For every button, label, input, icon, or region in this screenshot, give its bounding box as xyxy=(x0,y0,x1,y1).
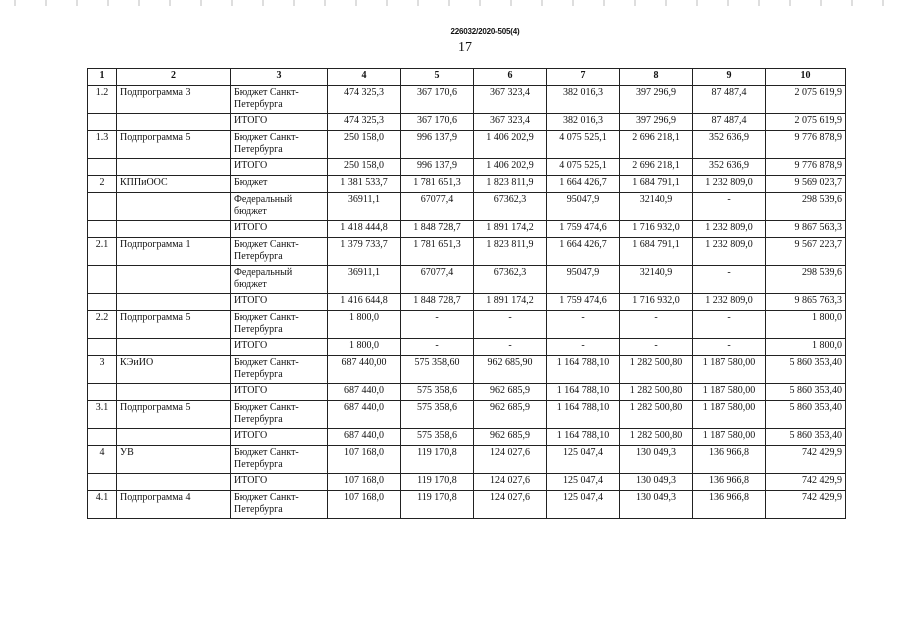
table-row xyxy=(88,446,846,474)
value-cell: 5 860 353,40 xyxy=(766,356,846,384)
value-cell: 575 358,6 xyxy=(401,401,474,429)
value-cell: 36911,1 xyxy=(328,193,401,221)
funding-source-cell: Бюджет Санкт-Петербурга xyxy=(231,401,328,429)
value-cell: 687 440,0 xyxy=(328,384,401,401)
value-cell: 1 684 791,1 xyxy=(620,238,693,266)
value-cell: 2 696 218,1 xyxy=(620,159,693,176)
funding-source-cell: Федеральный бюджет xyxy=(231,266,328,294)
table-row xyxy=(88,131,846,159)
value-cell: 124 027,6 xyxy=(474,474,547,491)
value-cell: 1 823 811,9 xyxy=(474,176,547,193)
value-cell: 1 684 791,1 xyxy=(620,176,693,193)
program-name-cell xyxy=(117,339,231,356)
program-name-cell xyxy=(117,221,231,238)
value-cell: 1 800,0 xyxy=(766,339,846,356)
value-cell: 1 781 651,3 xyxy=(401,238,474,266)
value-cell: 119 170,8 xyxy=(401,474,474,491)
value-cell: 1 232 809,0 xyxy=(693,221,766,238)
row-number-cell xyxy=(88,114,117,131)
row-number-cell xyxy=(88,221,117,238)
value-cell: - xyxy=(547,339,620,356)
value-cell: 367 170,6 xyxy=(401,114,474,131)
value-cell: 124 027,6 xyxy=(474,446,547,474)
scan-artifact-marks xyxy=(0,0,905,6)
row-number-cell xyxy=(88,193,117,221)
value-cell: - xyxy=(693,311,766,339)
row-number-cell: 1.2 xyxy=(88,86,117,114)
funding-source-cell: Бюджет xyxy=(231,176,328,193)
program-name-cell: УВ xyxy=(117,446,231,474)
value-cell: 1 232 809,0 xyxy=(693,176,766,193)
row-number-cell: 4 xyxy=(88,446,117,474)
value-cell: 1 848 728,7 xyxy=(401,221,474,238)
program-name-cell xyxy=(117,159,231,176)
value-cell: 382 016,3 xyxy=(547,86,620,114)
value-cell: 962 685,90 xyxy=(474,356,547,384)
program-name-cell: Подпрограмма 3 xyxy=(117,86,231,114)
value-cell: 1 282 500,80 xyxy=(620,429,693,446)
funding-source-cell: ИТОГО xyxy=(231,221,328,238)
value-cell: 397 296,9 xyxy=(620,86,693,114)
table-row xyxy=(88,266,846,294)
value-cell: 367 170,6 xyxy=(401,86,474,114)
value-cell: 130 049,3 xyxy=(620,446,693,474)
value-cell: 9 867 563,3 xyxy=(766,221,846,238)
value-cell: 1 406 202,9 xyxy=(474,159,547,176)
value-cell: 67362,3 xyxy=(474,266,547,294)
table-row xyxy=(88,114,846,131)
value-cell: 687 440,0 xyxy=(328,401,401,429)
row-number-cell: 3 xyxy=(88,356,117,384)
table-row xyxy=(88,159,846,176)
value-cell: 687 440,0 xyxy=(328,429,401,446)
value-cell: 36911,1 xyxy=(328,266,401,294)
table-header-row xyxy=(88,69,846,86)
funding-source-cell: ИТОГО xyxy=(231,114,328,131)
value-cell: 575 358,60 xyxy=(401,356,474,384)
value-cell: 1 664 426,7 xyxy=(547,176,620,193)
value-cell: 1 891 174,2 xyxy=(474,294,547,311)
program-name-cell: Подпрограмма 5 xyxy=(117,311,231,339)
value-cell: 352 636,9 xyxy=(693,131,766,159)
value-cell: 67077,4 xyxy=(401,266,474,294)
value-cell: 1 282 500,80 xyxy=(620,356,693,384)
value-cell: - xyxy=(474,311,547,339)
value-cell: 124 027,6 xyxy=(474,491,547,519)
value-cell: 107 168,0 xyxy=(328,491,401,519)
value-cell: 250 158,0 xyxy=(328,131,401,159)
funding-source-cell: ИТОГО xyxy=(231,294,328,311)
value-cell: 298 539,6 xyxy=(766,266,846,294)
program-name-cell xyxy=(117,474,231,491)
value-cell: 9 776 878,9 xyxy=(766,131,846,159)
program-name-cell: Подпрограмма 5 xyxy=(117,401,231,429)
value-cell: 136 966,8 xyxy=(693,446,766,474)
value-cell: 125 047,4 xyxy=(547,491,620,519)
value-cell: 996 137,9 xyxy=(401,159,474,176)
table-row xyxy=(88,294,846,311)
funding-source-cell: ИТОГО xyxy=(231,429,328,446)
value-cell: 1 800,0 xyxy=(328,311,401,339)
program-name-cell: Подпрограмма 5 xyxy=(117,131,231,159)
value-cell: 87 487,4 xyxy=(693,86,766,114)
value-cell: - xyxy=(693,193,766,221)
value-cell: - xyxy=(474,339,547,356)
value-cell: 5 860 353,40 xyxy=(766,401,846,429)
row-number-cell xyxy=(88,266,117,294)
value-cell: 962 685,9 xyxy=(474,401,547,429)
value-cell: 474 325,3 xyxy=(328,114,401,131)
value-cell: 95047,9 xyxy=(547,193,620,221)
value-cell: 382 016,3 xyxy=(547,114,620,131)
funding-source-cell: Бюджет Санкт-Петербурга xyxy=(231,311,328,339)
value-cell: 1 823 811,9 xyxy=(474,238,547,266)
table-row xyxy=(88,339,846,356)
value-cell: 136 966,8 xyxy=(693,491,766,519)
value-cell: 250 158,0 xyxy=(328,159,401,176)
table-row xyxy=(88,356,846,384)
funding-source-cell: ИТОГО xyxy=(231,339,328,356)
column-header: 7 xyxy=(547,69,620,86)
value-cell: 1 282 500,80 xyxy=(620,401,693,429)
column-header: 2 xyxy=(117,69,231,86)
column-header: 9 xyxy=(693,69,766,86)
row-number-cell xyxy=(88,339,117,356)
funding-source-cell: Бюджет Санкт-Петербурга xyxy=(231,131,328,159)
program-name-cell xyxy=(117,193,231,221)
value-cell: 107 168,0 xyxy=(328,474,401,491)
value-cell: 742 429,9 xyxy=(766,446,846,474)
value-cell: - xyxy=(693,339,766,356)
value-cell: - xyxy=(620,339,693,356)
value-cell: - xyxy=(693,266,766,294)
value-cell: 1 187 580,00 xyxy=(693,356,766,384)
table-row xyxy=(88,384,846,401)
column-header: 4 xyxy=(328,69,401,86)
table-row xyxy=(88,193,846,221)
row-number-cell: 2 xyxy=(88,176,117,193)
row-number-cell xyxy=(88,429,117,446)
program-name-cell xyxy=(117,266,231,294)
funding-source-cell: ИТОГО xyxy=(231,474,328,491)
column-header: 10 xyxy=(766,69,846,86)
value-cell: 1 164 788,10 xyxy=(547,401,620,429)
table-row xyxy=(88,311,846,339)
program-name-cell xyxy=(117,384,231,401)
value-cell: 1 759 474,6 xyxy=(547,294,620,311)
value-cell: 1 164 788,10 xyxy=(547,429,620,446)
value-cell: 1 406 202,9 xyxy=(474,131,547,159)
value-cell: 367 323,4 xyxy=(474,86,547,114)
funding-source-cell: ИТОГО xyxy=(231,159,328,176)
value-cell: 1 187 580,00 xyxy=(693,384,766,401)
funding-source-cell: ИТОГО xyxy=(231,384,328,401)
value-cell: 1 187 580,00 xyxy=(693,401,766,429)
value-cell: 397 296,9 xyxy=(620,114,693,131)
value-cell: 996 137,9 xyxy=(401,131,474,159)
row-number-cell xyxy=(88,384,117,401)
table-row xyxy=(88,491,846,519)
column-header: 5 xyxy=(401,69,474,86)
column-header: 8 xyxy=(620,69,693,86)
value-cell: 687 440,00 xyxy=(328,356,401,384)
value-cell: 1 164 788,10 xyxy=(547,384,620,401)
value-cell: 1 381 533,7 xyxy=(328,176,401,193)
value-cell: - xyxy=(401,311,474,339)
row-number-cell: 4.1 xyxy=(88,491,117,519)
column-header: 3 xyxy=(231,69,328,86)
value-cell: 5 860 353,40 xyxy=(766,384,846,401)
value-cell: 125 047,4 xyxy=(547,446,620,474)
value-cell: 130 049,3 xyxy=(620,474,693,491)
value-cell: 95047,9 xyxy=(547,266,620,294)
table-row xyxy=(88,238,846,266)
column-header: 6 xyxy=(474,69,547,86)
value-cell: 9 567 223,7 xyxy=(766,238,846,266)
value-cell: 119 170,8 xyxy=(401,446,474,474)
value-cell: 136 966,8 xyxy=(693,474,766,491)
value-cell: 1 759 474,6 xyxy=(547,221,620,238)
value-cell: 1 781 651,3 xyxy=(401,176,474,193)
value-cell: 32140,9 xyxy=(620,193,693,221)
row-number-cell xyxy=(88,294,117,311)
value-cell: 4 075 525,1 xyxy=(547,159,620,176)
program-name-cell xyxy=(117,294,231,311)
value-cell: 575 358,6 xyxy=(401,429,474,446)
value-cell: 1 891 174,2 xyxy=(474,221,547,238)
value-cell: 1 716 932,0 xyxy=(620,221,693,238)
value-cell: 742 429,9 xyxy=(766,491,846,519)
program-name-cell: Подпрограмма 4 xyxy=(117,491,231,519)
value-cell: 1 848 728,7 xyxy=(401,294,474,311)
value-cell: 575 358,6 xyxy=(401,384,474,401)
value-cell: 352 636,9 xyxy=(693,159,766,176)
funding-source-cell: Бюджет Санкт-Петербурга xyxy=(231,238,328,266)
table-row xyxy=(88,221,846,238)
funding-source-cell: Бюджет Санкт-Петербурга xyxy=(231,86,328,114)
value-cell: 125 047,4 xyxy=(547,474,620,491)
value-cell: - xyxy=(620,311,693,339)
value-cell: 2 696 218,1 xyxy=(620,131,693,159)
program-name-cell xyxy=(117,114,231,131)
value-cell: 474 325,3 xyxy=(328,86,401,114)
document-number: 226032/2020-505(4) xyxy=(450,27,520,36)
funding-source-cell: Бюджет Санкт-Петербурга xyxy=(231,446,328,474)
row-number-cell: 2.1 xyxy=(88,238,117,266)
program-name-cell xyxy=(117,429,231,446)
program-name-cell: КЭиИО xyxy=(117,356,231,384)
value-cell: 67077,4 xyxy=(401,193,474,221)
page-number: 17 xyxy=(458,40,472,55)
funding-source-cell: Федеральный бюджет xyxy=(231,193,328,221)
row-number-cell xyxy=(88,159,117,176)
table-row xyxy=(88,86,846,114)
budget-table xyxy=(87,68,846,519)
value-cell: 1 164 788,10 xyxy=(547,356,620,384)
value-cell: 9 776 878,9 xyxy=(766,159,846,176)
value-cell: 87 487,4 xyxy=(693,114,766,131)
table-row xyxy=(88,176,846,193)
value-cell: 962 685,9 xyxy=(474,384,547,401)
value-cell: 1 418 444,8 xyxy=(328,221,401,238)
value-cell: 130 049,3 xyxy=(620,491,693,519)
row-number-cell: 1.3 xyxy=(88,131,117,159)
value-cell: 1 379 733,7 xyxy=(328,238,401,266)
value-cell: 298 539,6 xyxy=(766,193,846,221)
value-cell: 2 075 619,9 xyxy=(766,114,846,131)
value-cell: 32140,9 xyxy=(620,266,693,294)
value-cell: 9 865 763,3 xyxy=(766,294,846,311)
value-cell: 1 187 580,00 xyxy=(693,429,766,446)
value-cell: 742 429,9 xyxy=(766,474,846,491)
value-cell: 1 282 500,80 xyxy=(620,384,693,401)
value-cell: 4 075 525,1 xyxy=(547,131,620,159)
value-cell: - xyxy=(401,339,474,356)
value-cell: 5 860 353,40 xyxy=(766,429,846,446)
value-cell: 1 800,0 xyxy=(766,311,846,339)
value-cell: 1 232 809,0 xyxy=(693,238,766,266)
funding-source-cell: Бюджет Санкт-Петербурга xyxy=(231,356,328,384)
value-cell: 1 416 644,8 xyxy=(328,294,401,311)
value-cell: 367 323,4 xyxy=(474,114,547,131)
table-row xyxy=(88,429,846,446)
value-cell: 1 664 426,7 xyxy=(547,238,620,266)
funding-source-cell: Бюджет Санкт-Петербурга xyxy=(231,491,328,519)
value-cell: 119 170,8 xyxy=(401,491,474,519)
row-number-cell: 2.2 xyxy=(88,311,117,339)
table-row xyxy=(88,474,846,491)
value-cell: - xyxy=(547,311,620,339)
value-cell: 2 075 619,9 xyxy=(766,86,846,114)
value-cell: 107 168,0 xyxy=(328,446,401,474)
value-cell: 1 716 932,0 xyxy=(620,294,693,311)
value-cell: 67362,3 xyxy=(474,193,547,221)
value-cell: 962 685,9 xyxy=(474,429,547,446)
value-cell: 1 232 809,0 xyxy=(693,294,766,311)
row-number-cell xyxy=(88,474,117,491)
table-row xyxy=(88,401,846,429)
value-cell: 1 800,0 xyxy=(328,339,401,356)
program-name-cell: Подпрограмма 1 xyxy=(117,238,231,266)
row-number-cell: 3.1 xyxy=(88,401,117,429)
program-name-cell: КППиООС xyxy=(117,176,231,193)
column-header: 1 xyxy=(88,69,117,86)
value-cell: 9 569 023,7 xyxy=(766,176,846,193)
